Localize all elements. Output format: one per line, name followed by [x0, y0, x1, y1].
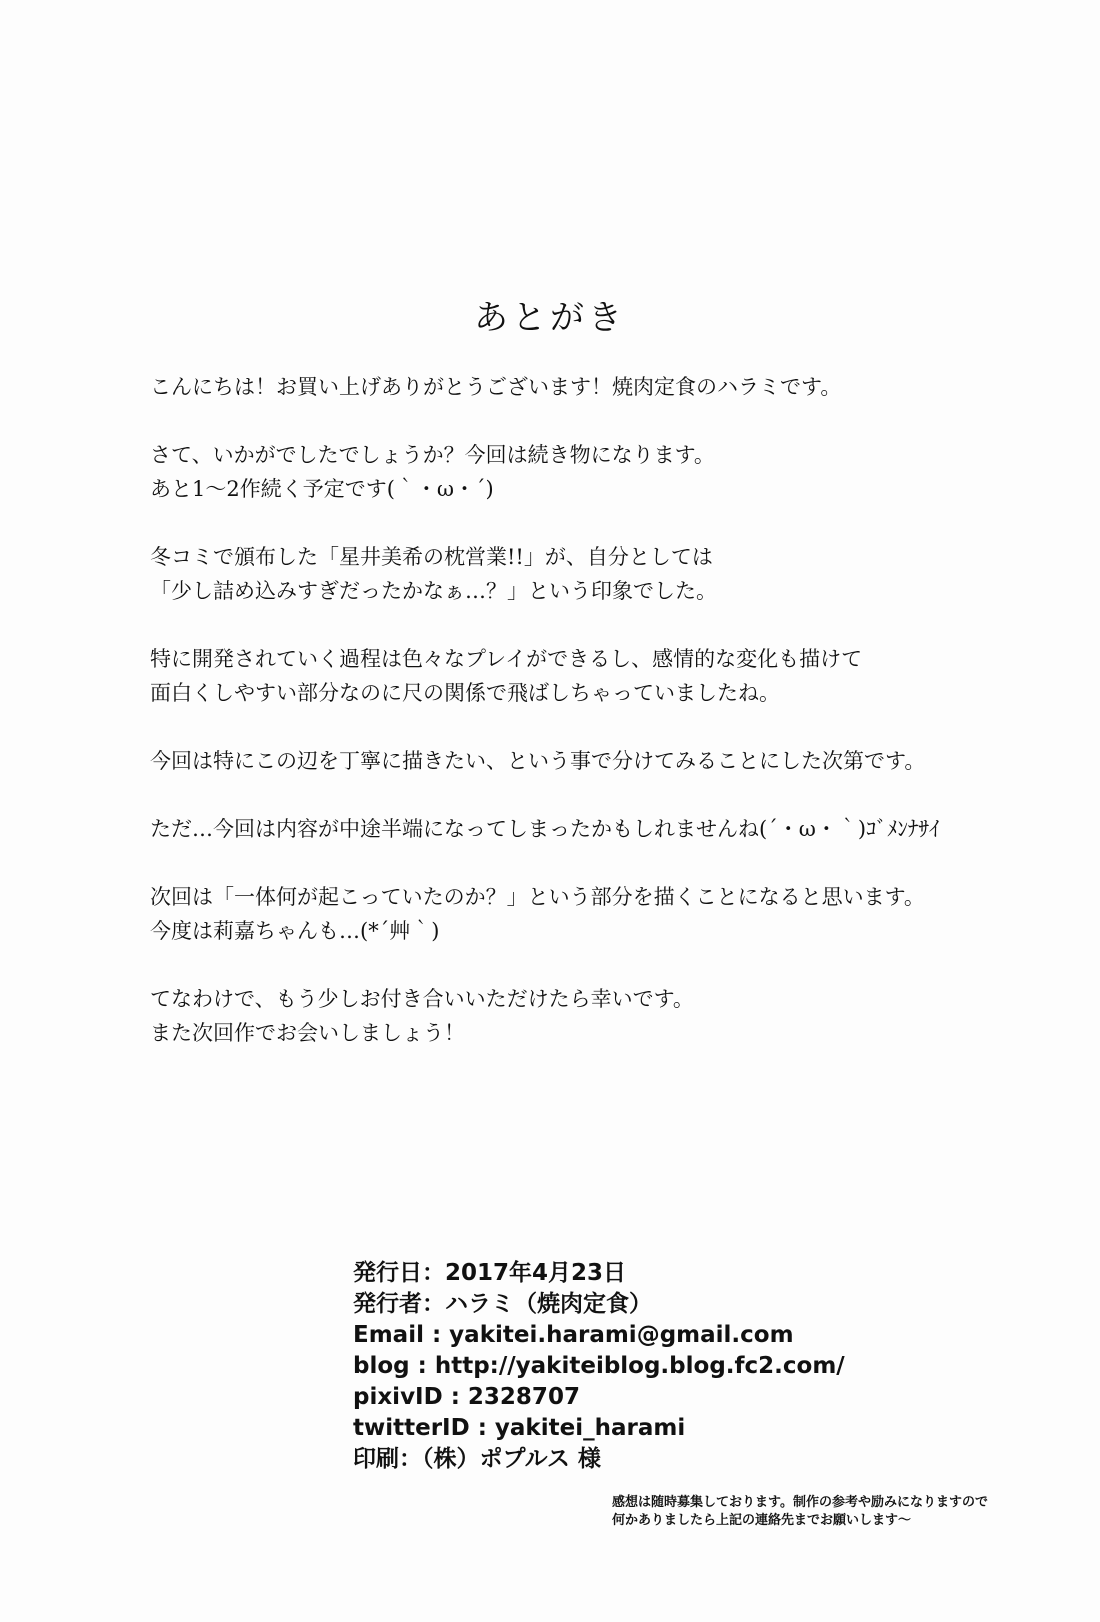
feedback-note	[612, 1494, 988, 1530]
printer: 印刷：（株）ポプルス 様	[353, 1446, 601, 1472]
note-line: 何かありましたら上記の連絡先までお願いします〜	[612, 1513, 912, 1528]
text-line: 面白くしやすい部分なのに尺の関係で飛ばしちゃっていましたね。	[150, 681, 780, 705]
text-line: 特に開発されていく過程は色々なプレイができるし、感情的な変化も描けて	[150, 647, 863, 671]
email: Email : yakitei.harami@gmail.com	[353, 1322, 794, 1348]
text-line: ただ…今回は内容が中途半端になってしまったかもしれませんね(´・ω・｀)ｺﾞﾒﾝﾅｻｲ	[150, 817, 940, 841]
text-line: てなわけで、もう少しお付き合いいただけたら幸いです。	[150, 987, 694, 1011]
blog-url: blog : http://yakiteiblog.blog.fc2.com/	[353, 1353, 845, 1379]
colophon	[353, 1258, 845, 1475]
afterword-body	[150, 370, 1050, 1084]
text-line: 「少し詰め込みすぎだったかなぁ…？」という印象でした。	[150, 579, 717, 603]
text-line: また次回作でお会いしましょう！	[150, 1021, 465, 1045]
paragraph-greeting	[150, 370, 1050, 404]
text-line: こんにちは！お買い上げありがとうございます！焼肉定食のハラミです。	[150, 375, 842, 399]
publisher: 発行者：ハラミ（焼肉定食）	[353, 1291, 652, 1317]
paragraph-development	[150, 642, 1050, 710]
paragraph-this-time	[150, 744, 1050, 778]
text-line: さて、いかがでしたでしょうか？今回は続き物になります。	[150, 443, 715, 467]
text-line: あと1〜2作続く予定です(｀・ω・´)	[150, 477, 494, 501]
paragraph-apology	[150, 812, 1050, 846]
note-line: 感想は随時募集しております。制作の参考や励みになりますので	[612, 1495, 988, 1510]
paragraph-previous-work	[150, 540, 1050, 608]
publish-date: 発行日：2017年4月23日	[353, 1260, 627, 1286]
paragraph-closing	[150, 982, 1050, 1050]
pixiv-id: pixivID : 2328707	[353, 1384, 580, 1410]
paragraph-continuation	[150, 438, 1050, 506]
twitter-id: twitterID : yakitei_harami	[353, 1415, 686, 1441]
page-title: あとがき	[474, 298, 626, 338]
paragraph-next-time	[150, 880, 1050, 948]
text-line: 次回は「一体何が起こっていたのか？」という部分を描くことになると思います。	[150, 885, 925, 909]
text-line: 今回は特にこの辺を丁寧に描きたい、という事で分けてみることにした次第です。	[150, 749, 926, 773]
text-line: 今度は莉嘉ちゃんも…(*´艸｀)	[150, 919, 440, 943]
text-line: 冬コミで頒布した「星井美希の枕営業!!」が、自分としては	[150, 545, 713, 569]
